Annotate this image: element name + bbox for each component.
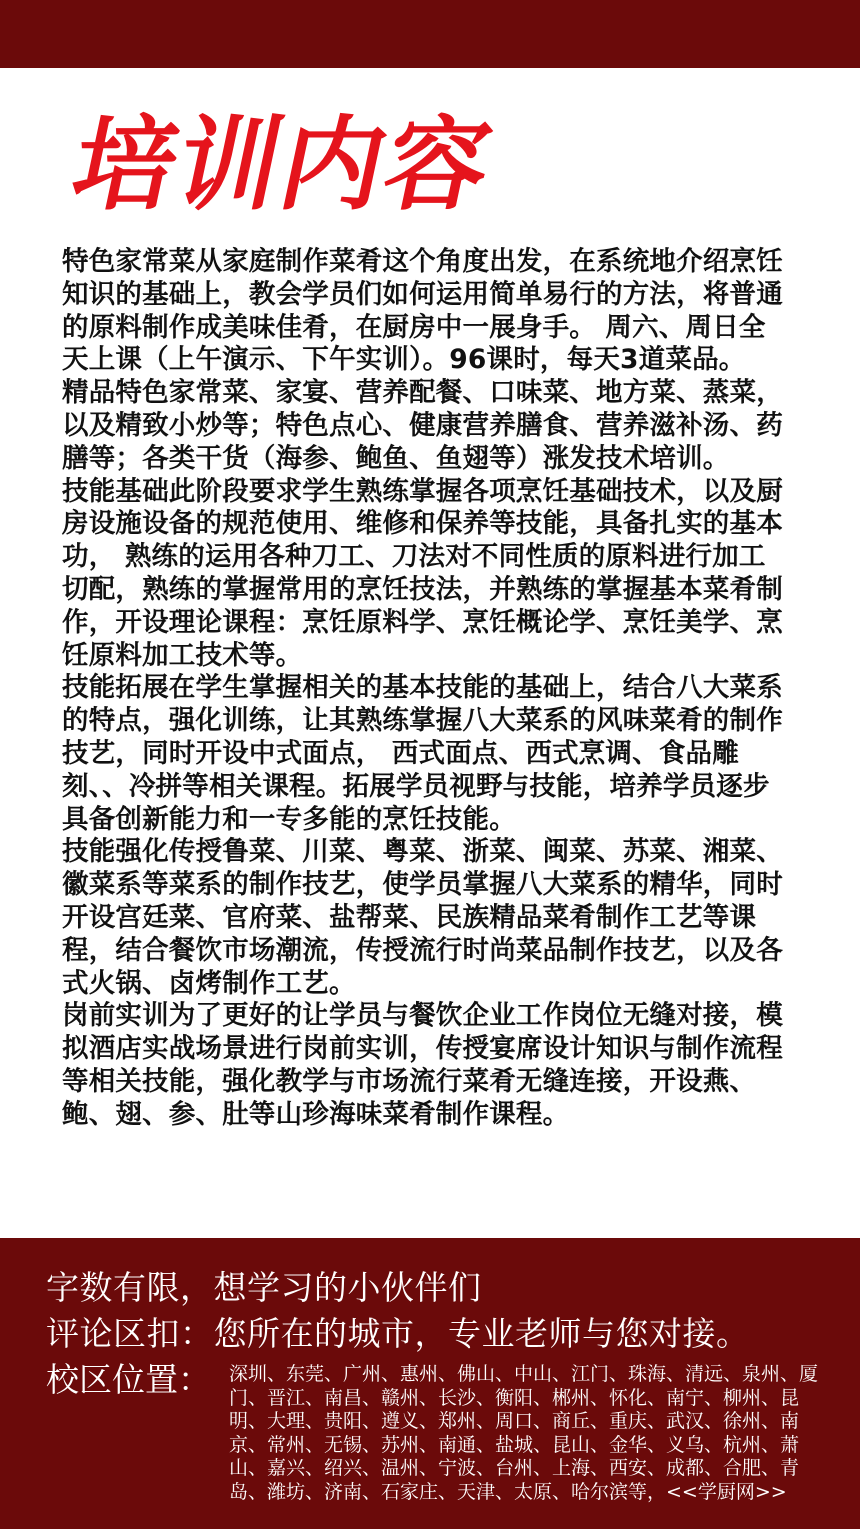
- campus-label: 校区位置：: [46, 1360, 211, 1399]
- footer-panel: [0, 1238, 860, 1529]
- footer-invite-text: 字数有限，想学习的小伙伴们: [46, 1268, 482, 1307]
- paragraph-basic-skills: 技能基础此阶段要求学生熟练掌握各项烹饪基础技术，以及厨房设施设备的规范使用、维修和保养等技能，具备扎实的基本功， 熟练的运用各种刀工、刀法对不同性质的原料进行加工切配，熟练的掌握常用的烹饪技法，并熟练的掌握基本菜肴制作，开设理论课程：烹饪原料学、烹饪概论学、烹饪美学、烹饪原料加工技术等。: [62, 475, 783, 671]
- content-body: [62, 246, 786, 1132]
- footer-comment-text: 评论区扣：您所在的城市，专业老师与您对接。: [46, 1314, 750, 1353]
- campus-list: 深圳、东莞、广州、惠州、佛山、中山、江门、珠海、清远、泉州、厦门、晋江、南昌、赣州、长沙、衡阳、郴州、怀化、南宁、柳州、昆明、大理、贵阳、遵义、郑州、周口、商丘、重庆、武汉、徐州、南京、常州、无锡、苏州、南通、盐城、昆山、金华、义乌、杭州、萧山、嘉兴、绍兴、温州、宁波、台州、上海、西安、成都、合肥、青岛、潍坊、济南、石家庄、天津、太原、哈尔滨等，<<学厨网>>: [229, 1363, 819, 1503]
- paragraph-featured-dishes: 精品特色家常菜、家宴、营养配餐、口味菜、地方菜、蒸菜，以及精致小炒等；特色点心、健康营养膳食、营养滋补汤、药膳等；各类干货（海参、鲍鱼、鱼翅等）涨发技术培训。: [62, 377, 783, 474]
- paragraph-home-cooking: 特色家常菜从家庭制作菜肴这个角度出发，在系统地介绍烹饪知识的基础上，教会学员们如何运用简单易行的方法，将普通的原料制作成美味佳肴，在厨房中一展身手。 周六、周日全天上课（上午演示、下午实训）。96课时，每天3道菜品。: [62, 246, 783, 376]
- paragraph-pre-job-training: 岗前实训为了更好的让学员与餐饮企业工作岗位无缝对接，模拟酒店实战场景进行岗前实训，传授宴席设计知识与制作流程等相关技能，强化教学与市场流行菜肴无缝连接，开设燕、鲍、翅、参、肚等山珍海味菜肴制作课程。: [62, 1000, 783, 1130]
- top-banner: [0, 0, 860, 68]
- paragraph-skill-strengthening: 技能强化传授鲁菜、川菜、粤菜、浙菜、闽菜、苏菜、湘菜、徽菜系等菜系的制作技艺，使学员掌握八大菜系的精华，同时开设宫廷菜、官府菜、盐帮菜、民族精品菜肴制作工艺等课程，结合餐饮市场潮流，传授流行时尚菜品制作技艺，以及各式火锅、卤烤制作工艺。: [62, 836, 783, 999]
- page-title: 培训内容: [61, 106, 504, 225]
- paragraph-skill-expansion: 技能拓展在学生掌握相关的基本技能的基础上，结合八大菜系的特点，强化训练，让其熟练掌握八大菜系的风味菜肴的制作技艺，同时开设中式面点， 西式面点、西式烹调、食品雕刻、、冷拼等相关课程。拓展学员视野与技能，培养学员逐步具备创新能力和一专多能的烹饪技能。: [62, 672, 783, 835]
